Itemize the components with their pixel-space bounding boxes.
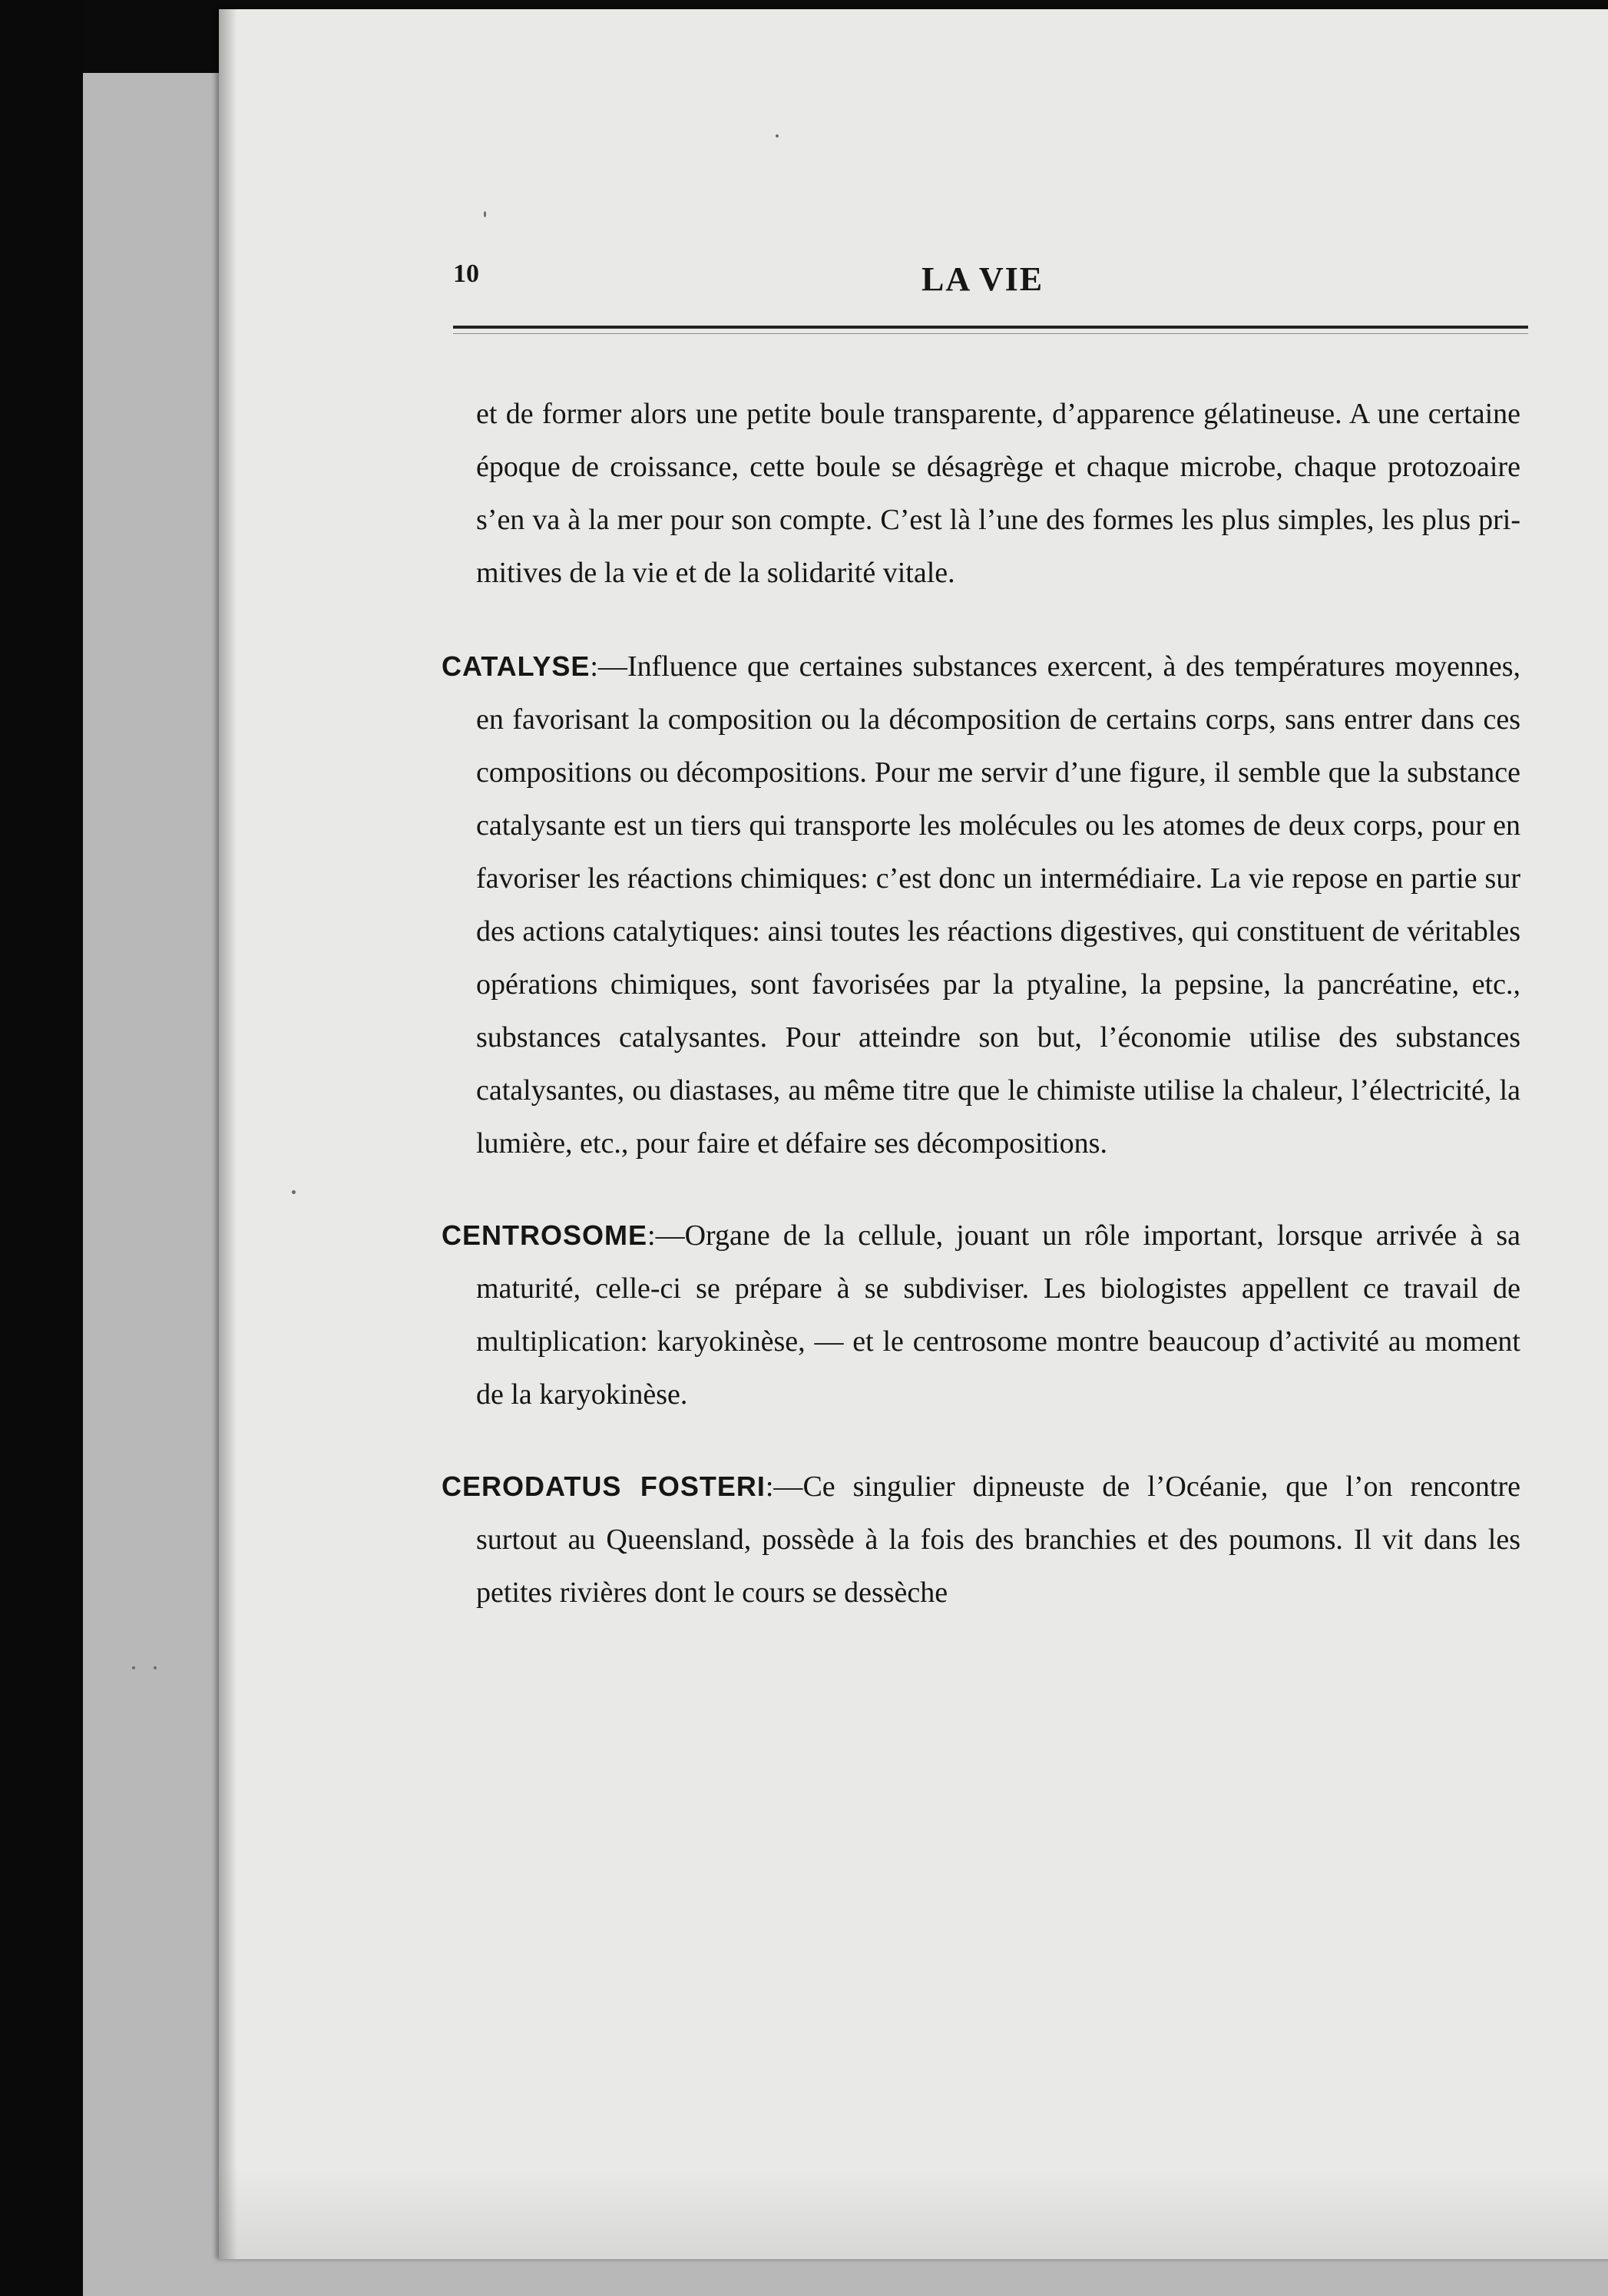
entry-definition: Influence que certaines substances exercent, à des températures moyennes, en favorisant la composition ou la décomposition de certains corps, sans entrer dans ces compositions ou décompositions. Pour me servir d’une figure, il semble que la substance catalysante est un tiers qui transporte les molécules ou les atomes de deux corps, pour en favoriser les réactions chimiques: c’est donc un intermédiaire. La vie repose en partie sur des actions catalytiques: ainsi toutes les réactions digestives, qui constituent de véritables opérations chimiques, sont favorisées par la ptyaline, la pepsine, la pancréatine, etc., substances catalysantes. Pour atteindre son but, l’économie utilise des substances catalysantes, ou diastases, au même titre que le chimiste utilise la chaleur, l’électricité, la lumière, etc., pour faire et défaire ses décompositions. (476, 650, 1520, 1160)
entry-term: CENTROSOME (442, 1219, 648, 1251)
scan-dark-margin (0, 0, 84, 2296)
body-text (442, 388, 1521, 1658)
header-rule (453, 326, 1528, 329)
entry-term: CATALYSE (442, 650, 591, 682)
entry-definition: Organe de la cellule, jouant un rôle important, lorsque arrivée à sa maturité, celle-ci se prépare à se subdiviser. Les biologistes appellent ce travail de multiplication: karyokinèse, — et le centrosome montre beaucoup d’activité au moment de la karyokinèse. (476, 1219, 1520, 1411)
entry-separator: :— (765, 1471, 803, 1503)
scan-speck (154, 1666, 157, 1669)
entry-term: CERODATUS FOSTERI (442, 1471, 766, 1502)
glossary-entry-catalyse (442, 640, 1520, 1170)
glossary-entry-cerodatus-fosteri (442, 1460, 1521, 1619)
running-title: LA VIE (921, 260, 1044, 298)
scan-speck (776, 134, 779, 137)
glossary-entry-centrosome (442, 1209, 1520, 1421)
entry-definition: Ce singulier dipneuste de l’Océanie, que l’on rencontre surtout au Queensland, possède à la fois des branchies et des poumons. Il vit dans les petites rivières dont le cours se dessèche (476, 1471, 1521, 1609)
page-edge-shadow (219, 9, 237, 2259)
header-rule-thin (453, 333, 1528, 334)
entry-separator: :— (647, 1219, 685, 1252)
scan-speck (292, 1190, 296, 1194)
scan-speck (484, 211, 486, 217)
entry-separator: :— (590, 650, 627, 683)
page-header (453, 260, 1528, 321)
page-bottom-shading (219, 2167, 1608, 2259)
scan-speck (132, 1666, 135, 1669)
intro-paragraph: et de former alors une petite boule transparente, d’apparence gélatineuse. A une certaine époque de croissance, cette boule se désagrège et chaque microbe, chaque protozoaire s’en va à la mer pour son compte. C’est là l’une des formes les plus simples, les plus primitives de la vie et de la solidarité vitale. (476, 398, 1520, 589)
page-number: 10 (453, 260, 479, 288)
